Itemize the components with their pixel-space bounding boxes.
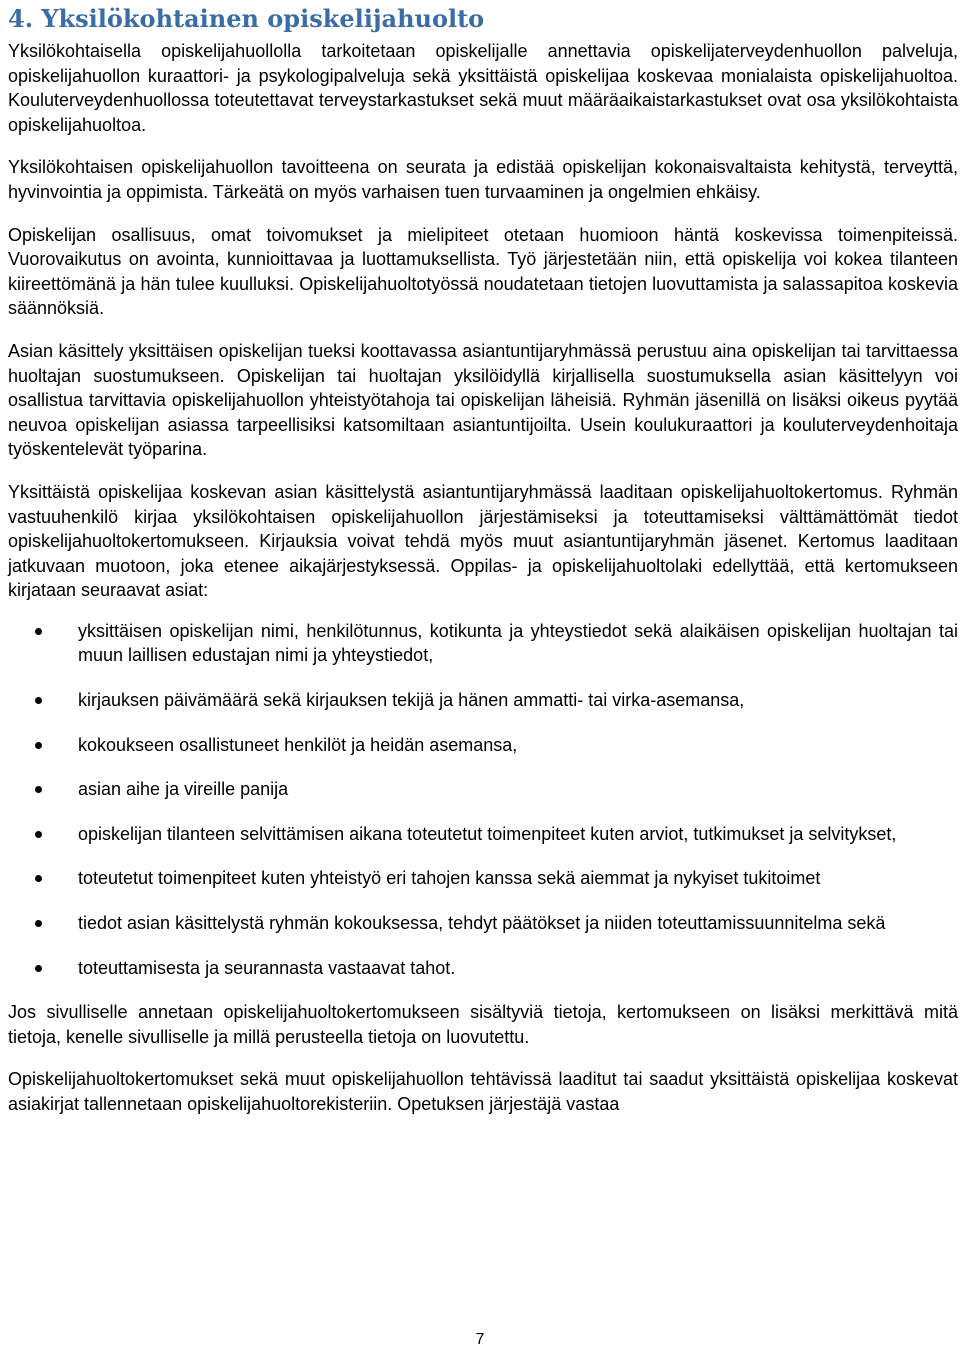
section-heading: 4. Yksilökohtainen opiskelijahuolto — [8, 4, 485, 33]
record-items-list — [8, 619, 958, 980]
list-item-text: asian aihe ja vireille panija — [78, 779, 289, 800]
list-item-text: kokoukseen osallistuneet henkilöt ja heidän asemansa, — [78, 734, 518, 755]
list-item — [8, 822, 958, 847]
paragraph-disclosure: Jos sivulliselle annetaan opiskelijahuoltokertomukseen sisältyviä tietoja, kertomukseen on lisäksi merkittävä mitä tietoja, kenelle sivulliselle ja millä perusteella tietoja on luovutettu. — [8, 1002, 958, 1047]
bullet-icon — [35, 831, 42, 838]
list-item-text: toteuttamisesta ja seurannasta vastaavat tahot. — [78, 957, 456, 978]
list-item — [8, 866, 958, 891]
list-item-text: kirjauksen päivämäärä sekä kirjauksen tekijä ja hänen ammatti- tai virka-asemansa, — [78, 690, 745, 711]
document-page — [8, 0, 958, 1135]
list-item-text: opiskelijan tilanteen selvittämisen aikana toteutetut toimenpiteet kuten arviot, tutkimukset ja selvitykset, — [78, 823, 897, 844]
paragraph-goals: Yksilökohtaisen opiskelijahuollon tavoitteena on seurata ja edistää opiskelijan kokonaisvaltaista kehitystä, terveyttä, hyvinvointia ja oppimista. Tärkeätä on myös varhaisen tuen turvaaminen ja ongelmien ehkäisy. — [8, 157, 958, 202]
bullet-icon — [35, 697, 42, 704]
list-item — [8, 956, 958, 981]
list-item-text: tiedot asian käsittelystä ryhmän kokouksessa, tehdyt päätökset ja niiden toteuttamissuunnitelma sekä — [78, 913, 886, 934]
list-item-text: toteutetut toimenpiteet kuten yhteistyö eri tahojen kanssa sekä aiemmat ja nykyiset tukitoimet — [78, 868, 821, 889]
paragraph-definition: Yksilökohtaisella opiskelijahuollolla tarkoitetaan opiskelijalle annettavia opiskelijaterveydenhuollon palveluja, opiskelijahuollon kuraattori- ja psykologipalveluja sekä yksittäistä opiskelijaa koskevaa monialaista opiskelijahuoltoa. Kouluterveydenhuollossa toteutettavat terveystarkastukset sekä muut määräaikaistarkastukset ovat osa yksilökohtaista opiskelijahuoltoa. — [8, 41, 958, 135]
paragraph-expert-group: Asian käsittely yksittäisen opiskelijan tueksi koottavassa asiantuntijaryhmässä perustuu aina opiskelijan tai tarvittaessa huoltajan suostumukseen. Opiskelijan tai huoltajan yksilöidyllä kirjallisella suostumuksella asian käsittelyyn voi osallistua tarvittavia opiskelijahuollon yhteistyötahoja tai opiskelijan läheisiä. Ryhmän jäsenillä on lisäksi oikeus pyytää neuvoa opiskelijan asiassa tarpeellisiksi katsomiltaan asiantuntijoilta. Usein koulukuraattori ja kouluterveydenhoitaja työskentelevät työparina. — [8, 340, 958, 460]
list-item — [8, 911, 958, 936]
bullet-icon — [35, 965, 42, 972]
paragraph-participation: Opiskelijan osallisuus, omat toivomukset ja mielipiteet otetaan huomioon häntä koskevissa toimenpiteissä. Vuorovaikutus on avointa, kunnioittavaa ja luottamuksellista. Työ järjestetään niin, että opiskelija voi kokea tilanteen kiireettömänä ja hän tulee kuulluksi. Opiskelijahuoltotyössä noudatetaan tietojen luovuttamista ja salassapitoa koskevia säännöksiä. — [8, 224, 958, 319]
bullet-icon — [35, 920, 42, 927]
bullet-icon — [35, 875, 42, 882]
bullet-icon — [35, 628, 42, 635]
list-item — [8, 777, 958, 802]
list-item-text: yksittäisen opiskelijan nimi, henkilötunnus, kotikunta ja yhteystiedot sekä alaikäisen opiskelijan huoltajan tai muun laillisen edustajan nimi ja yhteystiedot, — [78, 620, 958, 666]
list-item — [8, 733, 958, 758]
page-number: 7 — [475, 1331, 485, 1348]
bullet-icon — [35, 742, 42, 749]
list-item — [8, 619, 958, 668]
list-item — [8, 688, 958, 713]
bullet-icon — [35, 786, 42, 793]
paragraph-record: Yksittäistä opiskelijaa koskevan asian käsittelystä asiantuntijaryhmässä laaditaan opiskelijahuoltokertomus. Ryhmän vastuuhenkilö kirjaa yksilökohtaisen opiskelijahuollon järjestämiseksi ja toteuttamiseksi välttämättömät tiedot opiskelijahuoltokertomukseen. Kirjauksia voivat tehdä myös muut asiantuntijaryhmän jäsenet. Kertomus laaditaan jatkuvaan muotoon, joka etenee aikajärjestyksessä. Oppilas- ja opiskelijahuoltolaki edellyttää, että kertomukseen kirjataan seuraavat asiat: — [8, 481, 958, 601]
paragraph-register: Opiskelijahuoltokertomukset sekä muut opiskelijahuollon tehtävissä laaditut tai saadut yksittäistä opiskelijaa koskevat asiakirjat tallennetaan opiskelijahuoltorekisteriin. Opetuksen järjestäjä vastaa — [8, 1069, 958, 1114]
